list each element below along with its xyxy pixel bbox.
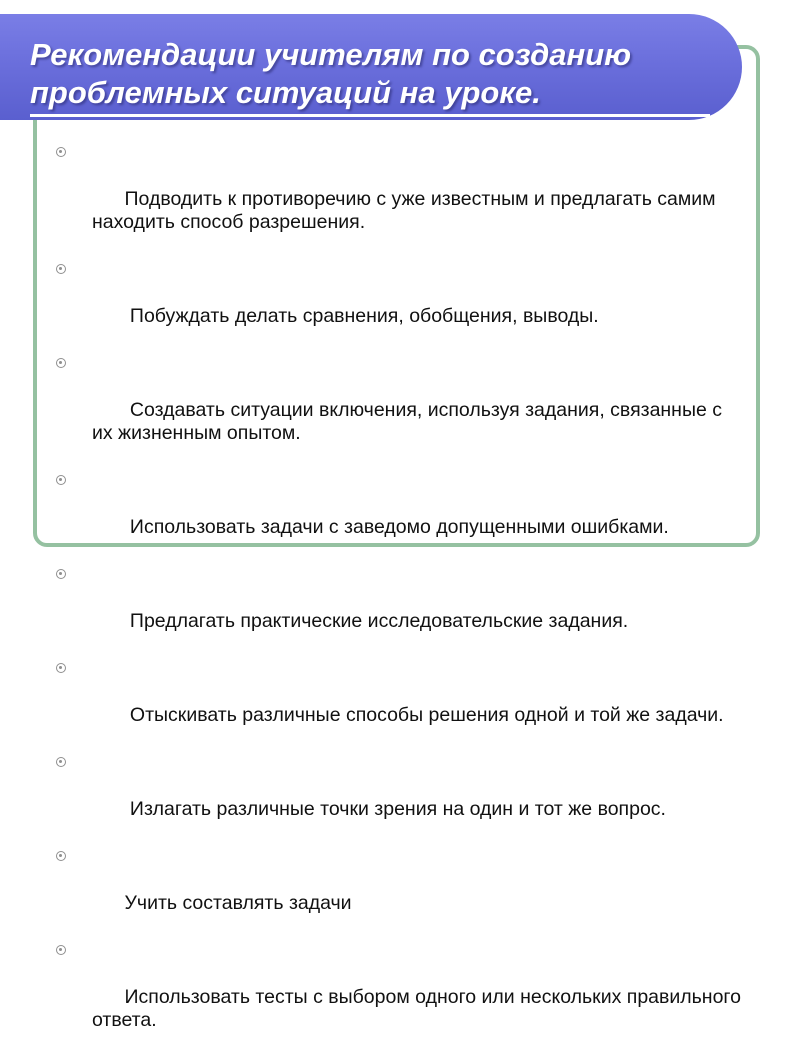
list-item-text: Использовать тесты с выбором одного или нескольких правильного ответа. [92, 986, 747, 1031]
list-item [56, 353, 746, 468]
circle-bullet-icon [56, 945, 66, 955]
title-underline [30, 114, 710, 117]
circle-bullet-icon [56, 663, 66, 673]
list-item [56, 142, 746, 257]
list-item [56, 940, 746, 1055]
list-item [56, 658, 746, 750]
list-item-text: Создавать ситуации включения, используя задания, связанные с их жизненным опытом. [92, 399, 728, 444]
circle-bullet-icon [56, 851, 66, 861]
circle-bullet-icon [56, 569, 66, 579]
list-item-text: Подводить к противоречию с уже известным и предлагать самим находить способ разрешения. [92, 188, 721, 233]
list-item [56, 470, 746, 562]
list-item [56, 564, 746, 656]
list-item [56, 846, 746, 938]
list-item-text: Излагать различные точки зрения на один и тот же вопрос. [124, 798, 666, 820]
list-item-text: Предлагать практические исследовательские задания. [124, 610, 629, 632]
circle-bullet-icon [56, 264, 66, 274]
circle-bullet-icon [56, 358, 66, 368]
circle-bullet-icon [56, 757, 66, 767]
list-item-text: Отыскивать различные способы решения одной и той же задачи. [124, 704, 724, 726]
list-item-text: Использовать задачи с заведомо допущенными ошибками. [124, 516, 669, 538]
list-item-text: Побуждать делать сравнения, обобщения, выводы. [124, 305, 599, 327]
list-item-text: Учить составлять задачи [124, 892, 352, 914]
list-item [56, 259, 746, 351]
circle-bullet-icon [56, 475, 66, 485]
slide-title: Рекомендации учителям по созданию проблемных ситуаций на уроке. [30, 37, 632, 110]
circle-bullet-icon [56, 147, 66, 157]
recommendations-list [56, 142, 746, 1057]
list-item [56, 752, 746, 844]
title-banner [0, 14, 742, 120]
